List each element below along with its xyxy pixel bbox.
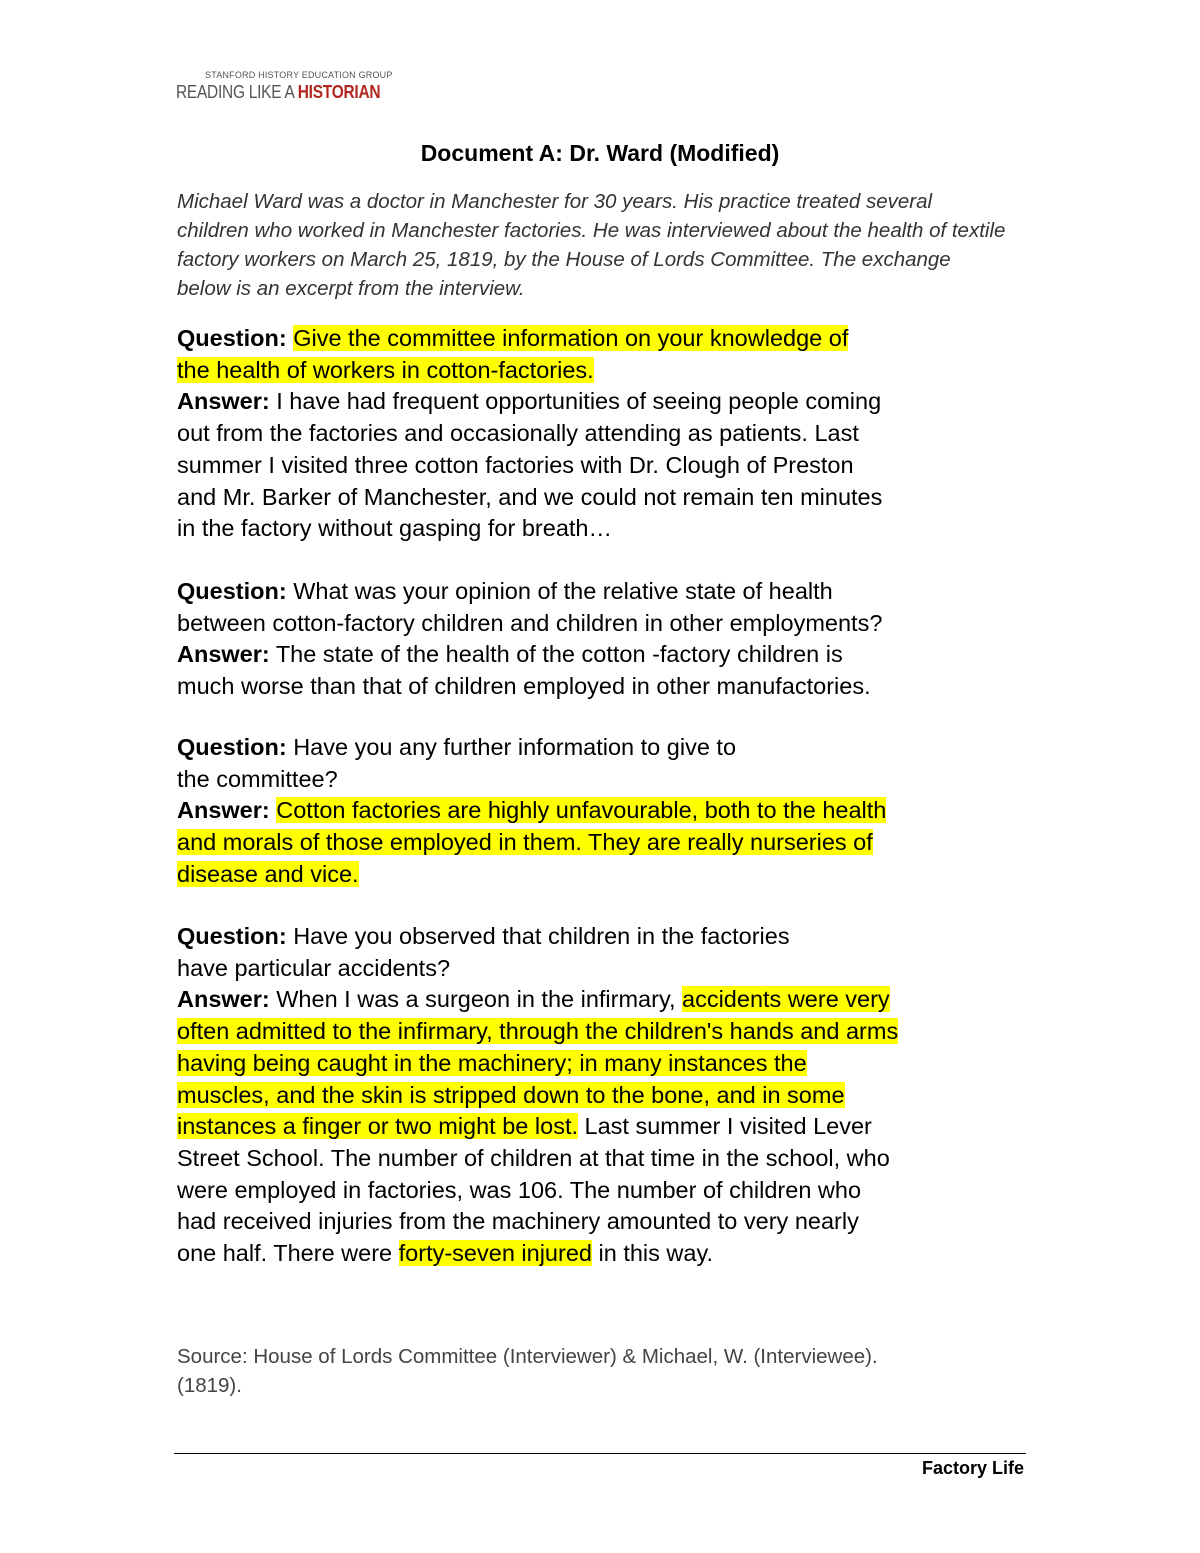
answer-1-line-3: summer I visited three cotton factories with Dr. Clough of Preston xyxy=(177,451,854,478)
answer-4-line-3: having being caught in the machinery; in many instances the xyxy=(177,1049,807,1076)
question-2-line-1: What was your opinion of the relative state of health xyxy=(293,578,833,604)
answer-label: Answer: xyxy=(177,986,270,1013)
answer-4-line-9-plain: one half. There were xyxy=(177,1240,399,1267)
question-3-line-1: Have you any further information to give to xyxy=(293,734,737,760)
question-label: Question: xyxy=(177,734,287,760)
logo-subtitle: STANFORD HISTORY EDUCATION GROUP xyxy=(205,70,393,80)
source-line-1: Source: House of Lords Committee (Interviewer) & Michael, W. (Interviewee). xyxy=(177,1345,878,1368)
answer-4-line-9-highlight: forty-seven injured xyxy=(398,1240,592,1267)
logo-title-part-b: HISTORIAN xyxy=(297,82,381,102)
answer-1-line-4: and Mr. Barker of Manchester, and we could not remain ten minutes xyxy=(177,483,883,510)
answer-1-line-1: I have had frequent opportunities of seeing people coming xyxy=(276,388,882,415)
qa-block-2 xyxy=(177,576,1037,703)
answer-4-line-1-highlight: accidents were very xyxy=(682,986,890,1013)
qa-block-3 xyxy=(177,732,1037,891)
answer-label: Answer: xyxy=(177,388,270,415)
answer-4-line-8: had received injuries from the machinery amounted to very nearly xyxy=(177,1208,859,1235)
footer-label: Factory Life xyxy=(921,1458,1024,1478)
answer-2-line-2: much worse than that of children employed in other manufactories. xyxy=(177,673,871,700)
answer-3-line-3: disease and vice. xyxy=(177,860,359,887)
logo-title xyxy=(176,82,380,103)
question-1-line-2: the health of workers in cotton-factories. xyxy=(177,356,594,383)
question-4-line-2: have particular accidents? xyxy=(177,954,451,981)
answer-4-line-4: muscles, and the skin is stripped down to the bone, and in some xyxy=(177,1081,845,1108)
answer-4-line-5-plain: Last summer I visited Lever xyxy=(578,1113,872,1140)
answer-4-line-9-end: in this way. xyxy=(591,1240,714,1267)
answer-1-line-5: in the factory without gasping for breath… xyxy=(177,515,612,542)
question-label: Question: xyxy=(177,923,287,949)
sheg-logo xyxy=(176,70,396,104)
source-line-2: (1819). xyxy=(177,1374,242,1397)
question-1-line-1: Give the committee information on your knowledge of xyxy=(293,325,849,351)
answer-1-line-2: out from the factories and occasionally attending as patients. Last xyxy=(177,420,859,447)
question-label: Question: xyxy=(177,578,287,604)
answer-3-line-1: Cotton factories are highly unfavourable, both to the health xyxy=(276,797,887,824)
question-4-line-1: Have you observed that children in the factories xyxy=(293,923,790,949)
answer-4-line-6: Street School. The number of children at that time in the school, who xyxy=(177,1144,890,1171)
answer-label: Answer: xyxy=(177,641,270,668)
answer-4-line-1-plain: When I was a surgeon in the infirmary, xyxy=(276,986,683,1013)
answer-4-line-5-highlight: instances a finger or two might be lost. xyxy=(177,1113,579,1140)
answer-4-line-2: often admitted to the infirmary, through the children's hands and arms xyxy=(177,1018,899,1045)
document-intro: Michael Ward was a doctor in Manchester for 30 years. His practice treated several children who worked in Manchester factories. He was interviewed about the health of textile factory workers on March 25, 1819, by the House of Lords Committee. The exchange below is an excerpt from the interview. xyxy=(177,190,1006,300)
question-label: Question: xyxy=(177,325,287,351)
answer-2-line-1: The state of the health of the cotton -factory children is xyxy=(275,641,843,668)
document-title: Document A: Dr. Ward (Modified) xyxy=(420,140,780,166)
answer-4-line-7: were employed in factories, was 106. The number of children who xyxy=(177,1176,862,1203)
qa-block-4 xyxy=(177,921,1037,1270)
question-2-line-2: between cotton-factory children and children in other employments? xyxy=(177,609,883,636)
qa-block-1 xyxy=(177,323,1037,545)
question-3-line-2: the committee? xyxy=(177,765,338,792)
answer-label: Answer: xyxy=(177,797,270,824)
logo-title-part-a: READING LIKE A xyxy=(176,82,298,102)
footer-divider xyxy=(174,1453,1026,1454)
answer-3-line-2: and morals of those employed in them. They are really nurseries of xyxy=(177,829,873,856)
source-citation xyxy=(177,1342,1037,1400)
